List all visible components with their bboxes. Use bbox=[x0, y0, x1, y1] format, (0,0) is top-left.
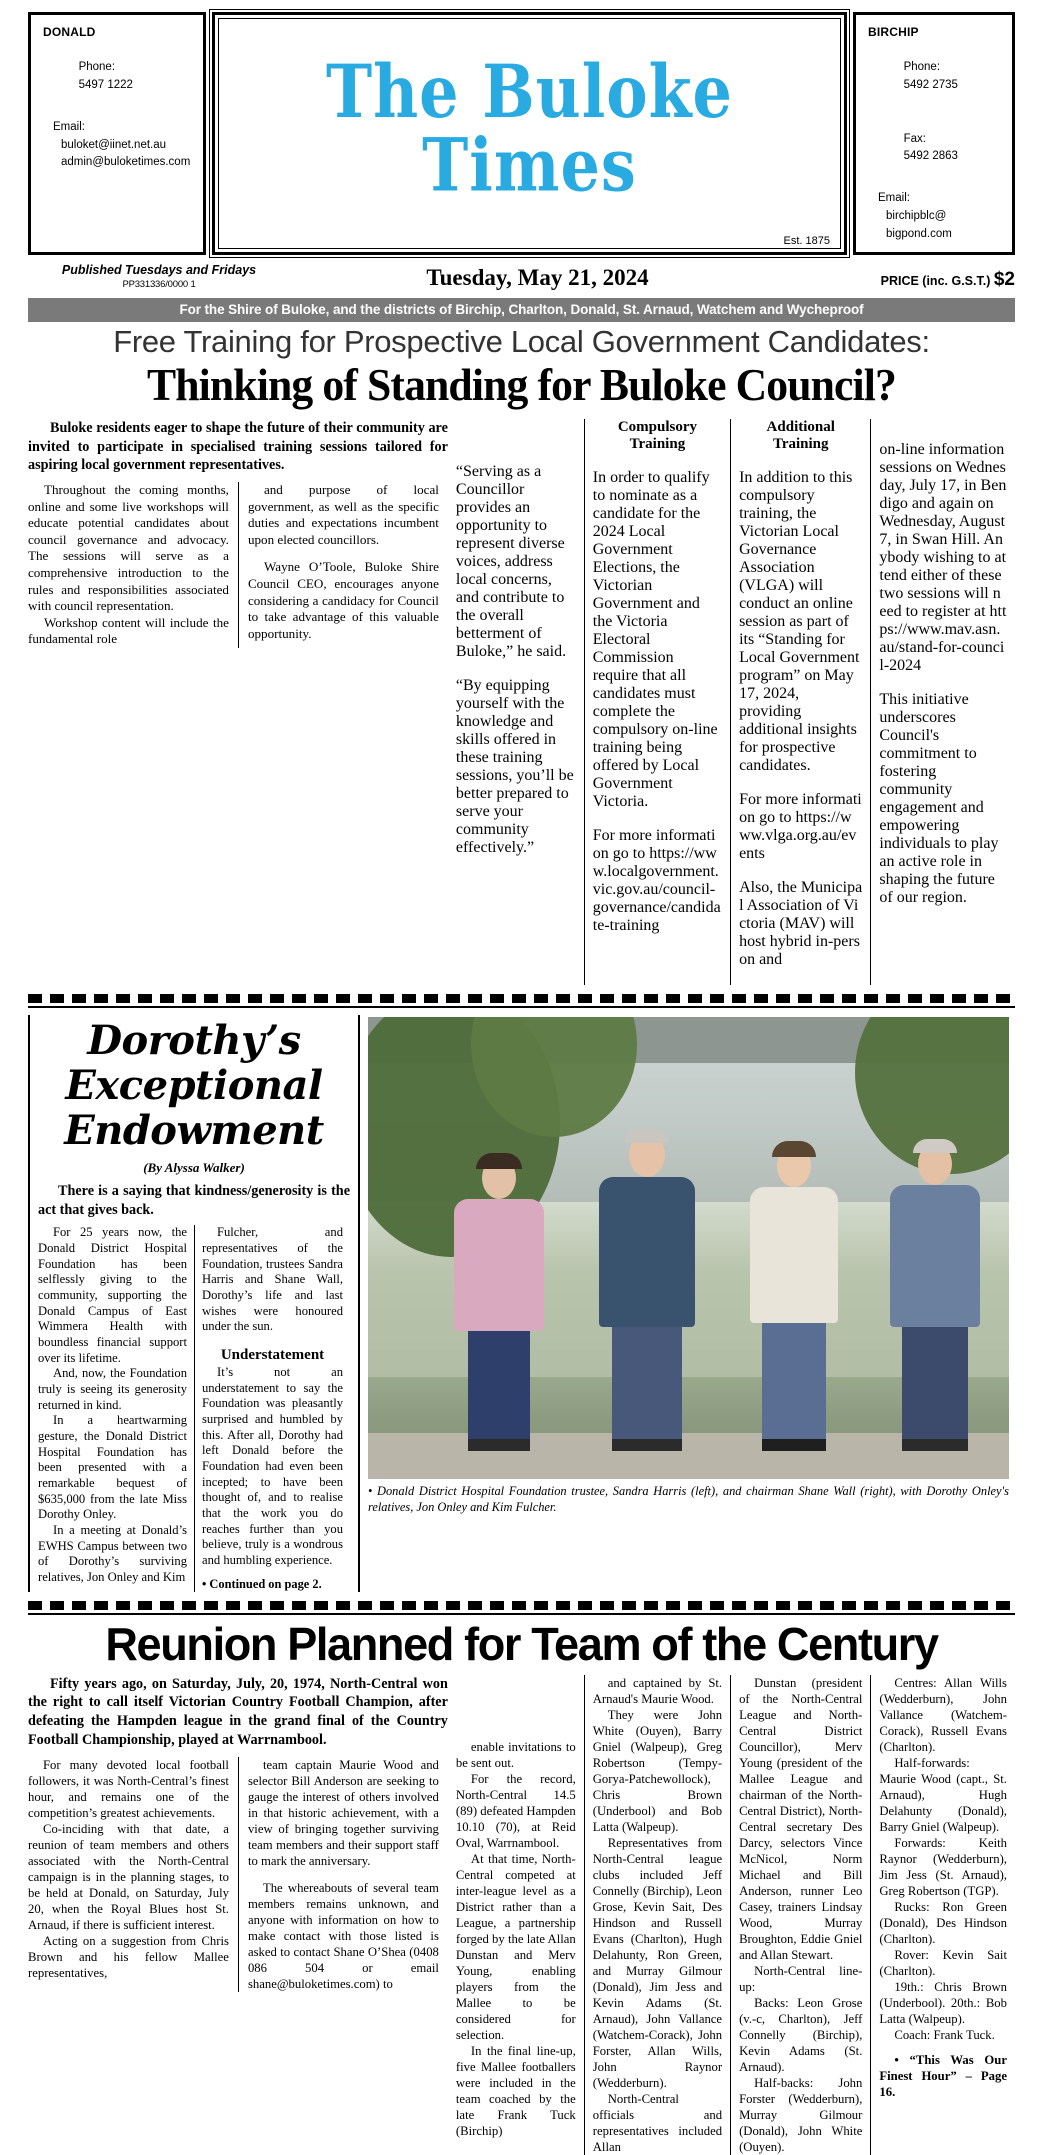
person-hair bbox=[625, 1129, 669, 1143]
paragraph: For more information go to https://www.localgovernment.vic.gov.au/council-governance/candidate-training bbox=[592, 826, 721, 934]
established-text: Est. 1875 bbox=[783, 234, 830, 247]
contact-box-donald bbox=[28, 12, 206, 255]
story2-col-2 bbox=[194, 1225, 350, 1591]
birchip-fax-row bbox=[868, 113, 1002, 184]
paragraph: For the record, North-Central 14.5 (89) defeated Hampden 10.10 (70), at Reid Oval, Warrnambool. bbox=[455, 1771, 576, 1850]
story2-subcolumns bbox=[38, 1225, 350, 1591]
paragraph: In order to qualify to nominate as a candidate for the 2024 Local Government Elections, the Victorian Government and the Victoria Electoral Commission require that all candidates must complete the compulsory on-line training being offered by Local Government Victoria. bbox=[592, 468, 718, 810]
paragraph: For 25 years now, the Donald District Hospital Foundation has been selflessly giving to the community, supporting the Donald Campus of East Wimmera Health with boundless financial support over its lifetime. bbox=[38, 1225, 187, 1365]
paragraph: Also, the Municipal Association of Victoria (MAV) will host hybrid in-person and bbox=[739, 878, 863, 968]
story2-byline: (By Alyssa Walker) bbox=[143, 1160, 245, 1176]
person-jeans bbox=[762, 1323, 826, 1439]
paragraph: For more information go to https://www.vlga.org.au/events bbox=[739, 790, 862, 862]
price-label: PRICE (inc. G.S.T.) bbox=[880, 273, 991, 288]
birchip-fax-label: Fax: bbox=[903, 132, 926, 145]
price-value: $2 bbox=[993, 268, 1015, 290]
paragraph: In addition to this compulsory training, the Victorian Local Governance Association (VLGA) will conduct an online session as part of its “Standing for Local Government program” on May 17, 2024, providing additional insights for prospective candidates. bbox=[739, 468, 860, 774]
paragraph: team captain Maurie Wood and selector Bill Anderson are seeking to gauge the interest of others involved in that historic achievement, with a view of bringing together surviving team members and their support staff to mark the anniversary. bbox=[247, 1757, 439, 1868]
published-text: Published Tuesdays and Fridays bbox=[61, 262, 257, 277]
price-block bbox=[785, 263, 1015, 291]
photo-person-1 bbox=[580, 1133, 715, 1451]
person-hair bbox=[772, 1141, 816, 1157]
paragraph: Rucks: Ron Green (Donald), Des Hindson (Charlton). bbox=[879, 1899, 1007, 1946]
story3-col-1 bbox=[28, 1757, 238, 1992]
office-name-birchip: BIRCHIP bbox=[868, 25, 919, 39]
story1-col-5 bbox=[730, 419, 870, 985]
donald-phone-row bbox=[43, 42, 193, 113]
story2-text-block bbox=[30, 1015, 360, 1592]
story2-headline-line1: Dorothy’s bbox=[87, 1016, 301, 1064]
story3-left-subcolumns bbox=[28, 1757, 448, 1992]
story2-headline-line2: Exceptional bbox=[65, 1061, 323, 1109]
registration-number: PP331336/0000 1 bbox=[122, 278, 196, 290]
paragraph: Coach: Frank Tuck. bbox=[894, 2027, 995, 2042]
story1-col-2 bbox=[238, 482, 448, 648]
story1-subhead-compulsory: Compulsory Training bbox=[617, 418, 697, 452]
birchip-fax-value: 5492 2863 bbox=[903, 150, 958, 163]
birchip-phone-label: Phone: bbox=[903, 61, 941, 74]
paragraph: enable invitations to be sent out. bbox=[455, 1739, 576, 1770]
story1-subhead-additional: Additional Training bbox=[766, 418, 835, 452]
publication-frequency-block bbox=[28, 263, 290, 290]
thin-rule-bottom bbox=[28, 1613, 1015, 1615]
story1-columns bbox=[28, 419, 1015, 985]
paragraph: Backs: Leon Grose (v.-c, Charlton), Jeff Connelly (Birchip), Kevin Adams (St. Arnaud). bbox=[739, 1995, 863, 2074]
masthead bbox=[28, 12, 1015, 255]
thin-rule-top bbox=[28, 1006, 1015, 1008]
story1-kicker: Free Training for Prospective Local Government Candidates: bbox=[113, 323, 930, 359]
story2-photo-caption: • Donald District Hospital Foundation trustee, Sandra Harris (left), and chairman Shane Wall (right), with Dorothy Onley's relatives, Jon Onley and Kim Fulcher. bbox=[368, 1483, 1009, 1514]
dashed-separator-top bbox=[28, 994, 1015, 1003]
paragraph: “By equipping yourself with the knowledge and skills offered in these training sessions, you’ll be better prepared to serve your community effectively.” bbox=[455, 676, 574, 856]
photo-person-shane-wall bbox=[868, 1143, 1003, 1451]
story2-headline-line3: Endowment bbox=[64, 1106, 324, 1154]
paragraph: They were John White (Ouyen), Barry Gniel (Walpeup), Greg Robertson (Tempy-Gorya-Patchewollock), Chris Brown (Underbool) and Bob Latta (Walpeup). bbox=[592, 1707, 723, 1834]
donald-email-1: buloket@iinet.net.au bbox=[61, 138, 167, 151]
story3-headline: Reunion Planned for Team of the Century bbox=[105, 1617, 938, 1670]
photo-person-2 bbox=[727, 1145, 862, 1451]
paper-title: The Buloke Times bbox=[325, 49, 734, 209]
story1-col-1 bbox=[28, 482, 238, 648]
paragraph: Dunstan (president of the North-Central League and North-Central District Councillor), Merv Young (president of the Mallee League and chairman of the North-Central District), North-Central secretary Des Darcy, selectors Vince McNicol, Norm Michael and Bill Anderson, runner Leo Casey, trainers Lindsay Wood, Murray Broughton, Eddie Gniel and Allan Stewart. bbox=[739, 1675, 863, 1962]
paragraph: Forwards: Keith Raynor (Wedderburn), Jim Jess (St. Arnaud), Greg Robertson (TGP). bbox=[879, 1835, 1007, 1898]
story1-left-block bbox=[28, 419, 448, 985]
person-jumper bbox=[890, 1185, 980, 1327]
story3-pointer[interactable]: • “This Was Our Finest Hour” – Page 16. bbox=[879, 2052, 1007, 2099]
story3-col-6 bbox=[870, 1675, 1015, 2155]
paragraph: Half-backs: John Forster (Wedderburn), Murray Gilmour (Donald), John White (Ouyen). bbox=[739, 2075, 863, 2154]
story1-col-4 bbox=[584, 419, 730, 985]
paragraph: It’s not an understatement to say the Foundation was pleasantly surprised and humbled by this. After all, Dorothy had left Donald before the Foundation had even been incepted; to have been thought of, and to realise that the work you do reaches further than you believe, truly is a wondrous and humbling experience. bbox=[202, 1364, 343, 1568]
paragraph: and captained by St. Arnaud's Maurie Wood. bbox=[592, 1675, 723, 1706]
story1-left-subcolumns bbox=[28, 482, 448, 648]
paragraph: Centres: Allan Wills (Wedderburn), John Vallance (Watchem-Corack), Russell Evans (Charlton). bbox=[879, 1675, 1007, 1754]
paragraph: At that time, North-Central competed at inter-league level as a District rather than a League, a partnership forged by the late Allan Dunstan and Merv Young, enabling players from the Mallee to be considered for selection. bbox=[455, 1851, 576, 2042]
paragraph: 19th.: Chris Brown (Underbool). 20th.: Bob Latta (Walpeup). bbox=[879, 1979, 1007, 2026]
birchip-email-label: Email: bbox=[878, 192, 910, 205]
story3-col-5 bbox=[730, 1675, 870, 2155]
person-trousers bbox=[902, 1327, 968, 1439]
person-jacket bbox=[454, 1199, 544, 1331]
nameplate-wrap bbox=[212, 12, 847, 255]
story3-col-2 bbox=[238, 1757, 448, 1992]
story2-col-1 bbox=[38, 1225, 194, 1591]
birchip-phone-row bbox=[868, 42, 1002, 113]
paragraph: Throughout the coming months, online and some live workshops will educate potential candidates about council governance and advocacy. The sessions will serve as a comprehensive introduction to the rules and responsibilities associated with council representation. bbox=[28, 482, 229, 614]
story2-photo-block bbox=[360, 1015, 1015, 1592]
story3-col-4 bbox=[584, 1675, 730, 2155]
paragraph: North-Central officials and representatives included Allan bbox=[592, 2091, 723, 2154]
person-shoes bbox=[902, 1439, 968, 1451]
person-jumper bbox=[599, 1177, 695, 1327]
paragraph: Rover: Kevin Sait (Charlton). bbox=[879, 1947, 1007, 1978]
person-hair bbox=[476, 1153, 522, 1169]
paragraph: In the final line-up, five Mallee footballers were included in the team coached by the late Frank Tuck (Birchip) bbox=[455, 2043, 576, 2138]
paragraph: on-line information sessions on Wednesday, July 17, in Bendigo and again on Wednesday, August 7, in Swan Hill. Anybody wishing to attend either of these two sessions will need to register at https://www.mav.asn.au/stand-for-council-2024 bbox=[879, 440, 1007, 674]
story2-photograph bbox=[368, 1017, 1009, 1479]
person-trousers bbox=[468, 1331, 530, 1439]
person-shoes bbox=[762, 1439, 826, 1451]
story3-left-block bbox=[28, 1675, 448, 2155]
paragraph: In a heartwarming gesture, the Donald District Hospital Foundation has been presented with a remarkable bequest of $635,000 from the late Miss Dorothy Onley. bbox=[38, 1413, 187, 1522]
story2-continued-pointer[interactable]: • Continued on page 2. bbox=[202, 1576, 322, 1591]
story1-headline: Thinking of Standing for Buloke Council? bbox=[146, 360, 897, 411]
photo-person-sandra-harris bbox=[432, 1157, 567, 1451]
issue-date: Tuesday, May 21, 2024 bbox=[426, 264, 649, 290]
paragraph: In a meeting at Donald’s EWHS Campus between two of Dorothy’s surviving relatives, Jon Onley and Kim bbox=[38, 1523, 187, 1585]
person-hair bbox=[913, 1139, 957, 1153]
paragraph: Fulcher, and representatives of the Foundation, trustees Sandra Harris and Shane Wall, Dorothy’s life and last wishes were honoured under the sun. bbox=[202, 1225, 343, 1334]
paragraph: For many devoted local football followers, it was North-Central’s finest hour, and remains one of the competition’s greatest achievements. bbox=[28, 1757, 229, 1820]
donald-email-2: admin@buloketimes.com bbox=[61, 156, 191, 169]
office-name-donald: DONALD bbox=[43, 25, 96, 39]
person-blazer bbox=[750, 1187, 838, 1323]
paragraph: “Serving as a Councillor provides an opportunity to represent diverse voices, address local concerns, and contribute to the overall betterment of Buloke,” he said. bbox=[455, 462, 567, 660]
story1-lede: Buloke residents eager to shape the future of their community are invited to participate in specialised training sessions tailored for aspiring local government representatives. bbox=[28, 419, 448, 474]
paragraph: This initiative underscores Council's commitment to fostering community engagement and empowering individuals to play an active role in shaping the future of our region. bbox=[879, 690, 999, 906]
paragraph: And, now, the Foundation truly is seeing its generosity returned in kind. bbox=[38, 1366, 187, 1412]
donald-phone-label: Phone: bbox=[78, 61, 116, 74]
districts-banner: For the Shire of Buloke, and the districts of Birchip, Charlton, Donald, St. Arnaud, Watchem and Wycheproof bbox=[28, 298, 1015, 322]
paragraph: The whereabouts of several team members remains unknown, and anyone with information on how to make contact with those listed is asked to contact Shane O’Shea (0408 086 504 or email shane@buloketimes.com) to bbox=[247, 1880, 439, 1991]
person-shoes bbox=[612, 1439, 682, 1451]
paragraph: Workshop content will include the fundamental role bbox=[28, 614, 229, 647]
person-shoes bbox=[468, 1439, 530, 1451]
birchip-phone-value: 5492 2735 bbox=[903, 79, 958, 92]
nameplate bbox=[212, 12, 847, 255]
story3-col-3 bbox=[448, 1675, 584, 2155]
story2-container bbox=[28, 1015, 1015, 1592]
story3-columns bbox=[28, 1675, 1015, 2155]
donald-email-label: Email: bbox=[53, 120, 85, 133]
paragraph: North-Central line-up: bbox=[739, 1963, 863, 1994]
birchip-email-2: bigpond.com bbox=[886, 227, 952, 240]
paragraph: Co-inciding with that date, a reunion of team members and others associated with the North-Central campaign is in the planning stages, to be held at Donald, on Saturday, July 20, when the Royal Blues host St. Arnaud, if there is sufficient interest. bbox=[28, 1821, 229, 1932]
contact-box-birchip bbox=[853, 12, 1015, 255]
dashed-separator-bottom bbox=[28, 1601, 1015, 1610]
story3-lede: Fifty years ago, on Saturday, July, 20, 1974, North-Central won the right to call itself Victorian Country Football Champion, after defeating the Hampden league in the grand final of the Country Football Championship, played at Warrnambool. bbox=[28, 1675, 448, 1748]
story1-col-6 bbox=[870, 419, 1015, 985]
paragraph: Acting on a suggestion from Chris Brown and his fellow Mallee representatives, bbox=[28, 1933, 229, 1980]
story2-lede: There is a saying that kindness/generosity is the act that gives back. bbox=[38, 1183, 350, 1218]
paragraph: Half-forwards: Maurie Wood (capt., St. Arnaud), Hugh Delahunty (Donald), Barry Gniel (Walpeup). bbox=[879, 1755, 1007, 1834]
story2-subhead-understatement: Understatement bbox=[220, 1346, 325, 1363]
person-jeans bbox=[612, 1327, 682, 1439]
paragraph: Representatives from North-Central league clubs included Jeff Connelly (Birchip), Leon Grose, Kevin Sait, Des Hindson and Russell Evans (Charlton), Hugh Delahunty, Ron Green, and Murray Gilmour (Donald), Jim Jess and Kevin Adams (St. Arnaud), John Vallance (Watchem-Corack), John Forster, Allan Wills, John Raynor (Wedderburn). bbox=[592, 1835, 723, 2090]
paragraph: and purpose of local government, as well as the specific duties and expectations incumbent upon elected councillors. bbox=[247, 482, 439, 547]
story1-col-3 bbox=[448, 419, 584, 985]
birchip-email-1: birchipblc@ bbox=[886, 209, 947, 222]
donald-phone-value: 5497 1222 bbox=[78, 79, 133, 92]
dateline-row bbox=[28, 263, 1015, 291]
paragraph: Wayne O’Toole, Buloke Shire Council CEO, encourages anyone considering a candidacy for Council to take advantage of this valuable opportunity. bbox=[247, 559, 439, 641]
